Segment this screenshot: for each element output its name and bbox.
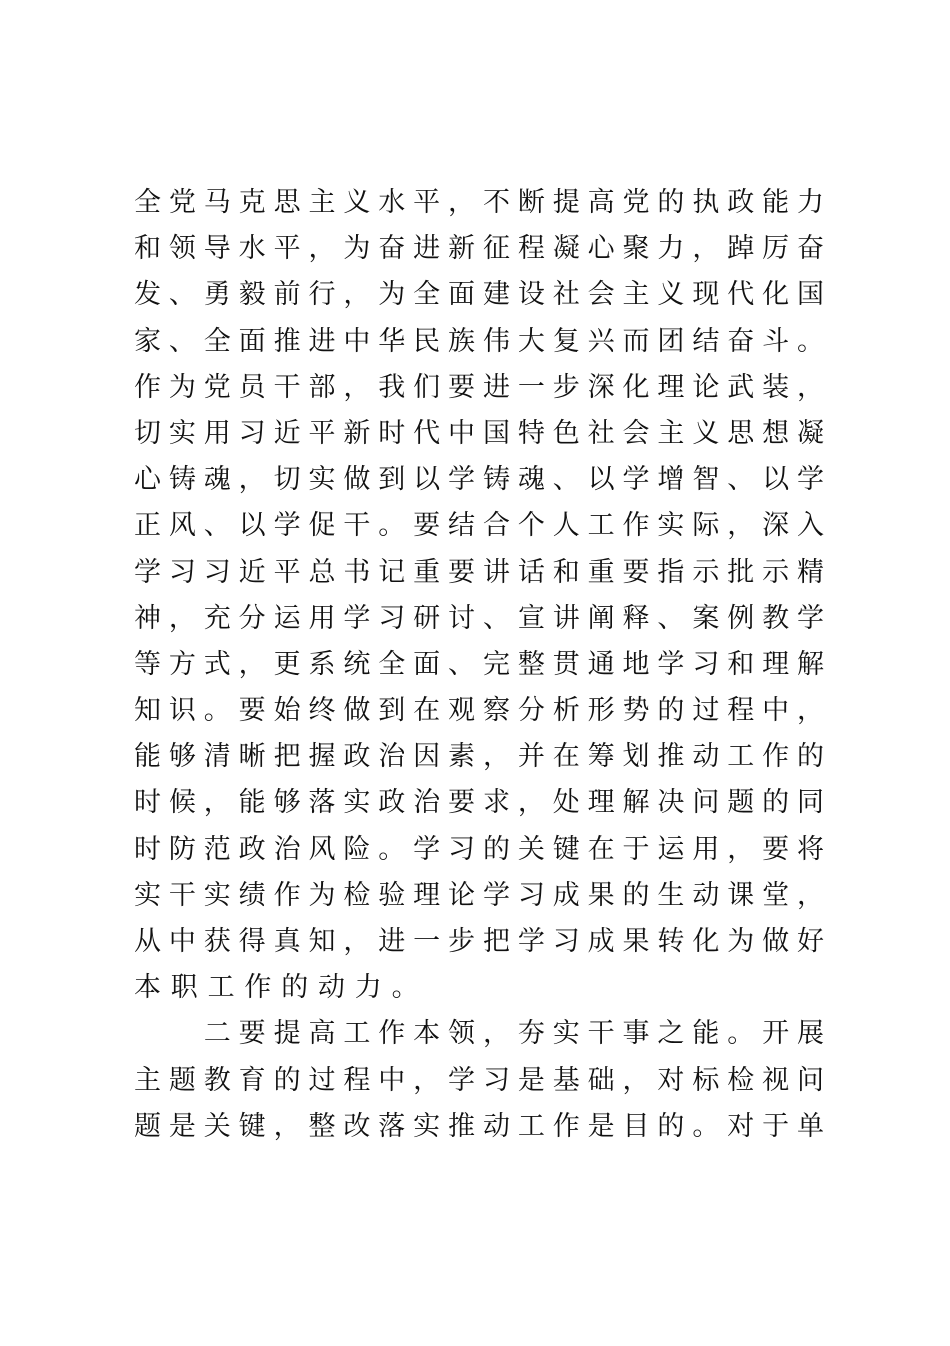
text-line-13: 能够清晰把握政治因素，并在筹划推动工作的 (134, 741, 824, 773)
text-line-3: 发、勇毅前行，为全面建设社会主义现代化国 (134, 279, 824, 311)
text-line-19: 二要提高工作本领，夯实干事之能。开展 (134, 1018, 824, 1050)
text-line-6: 切实用习近平新时代中国特色社会主义思想凝 (134, 417, 824, 449)
text-line-11: 等方式，更系统全面、完整贯通地学习和理解 (134, 648, 824, 680)
text-line-8: 正风、以学促干。要结合个人工作实际，深入 (134, 510, 824, 542)
text-line-4: 家、全面推进中华民族伟大复兴而团结奋斗。 (134, 325, 824, 357)
text-line-21: 题是关键，整改落实推动工作是目的。对于单 (134, 1110, 824, 1142)
text-line-20: 主题教育的过程中，学习是基础，对标检视问 (134, 1064, 824, 1096)
text-line-9: 学习习近平总书记重要讲话和重要指示批示精 (134, 556, 824, 588)
text-line-17: 从中获得真知，进一步把学习成果转化为做好 (134, 926, 824, 957)
text-line-14: 时候，能够落实政治要求，处理解决问题的同 (134, 787, 824, 819)
text-line-10: 神，充分运用学习研讨、宣讲阐释、案例教学 (134, 602, 824, 634)
text-line-5: 作为党员干部，我们要进一步深化理论武装， (134, 371, 824, 403)
text-line-7: 心铸魂，切实做到以学铸魂、以学增智、以学 (134, 464, 824, 496)
body-text (134, 180, 824, 1150)
text-line-2: 和领导水平，为奋进新征程凝心聚力，踔厉奋 (134, 233, 824, 265)
text-line-18: 本职工作的动力。 (134, 972, 429, 1004)
text-line-16: 实干实绩作为检验理论学习成果的生动课堂， (134, 879, 824, 911)
text-line-12: 知识。要始终做到在观察分析形势的过程中， (134, 695, 824, 727)
text-line-1: 全党马克思主义水平，不断提高党的执政能力 (134, 187, 824, 218)
text-line-15: 时防范政治风险。学习的关键在于运用，要将 (134, 833, 824, 865)
